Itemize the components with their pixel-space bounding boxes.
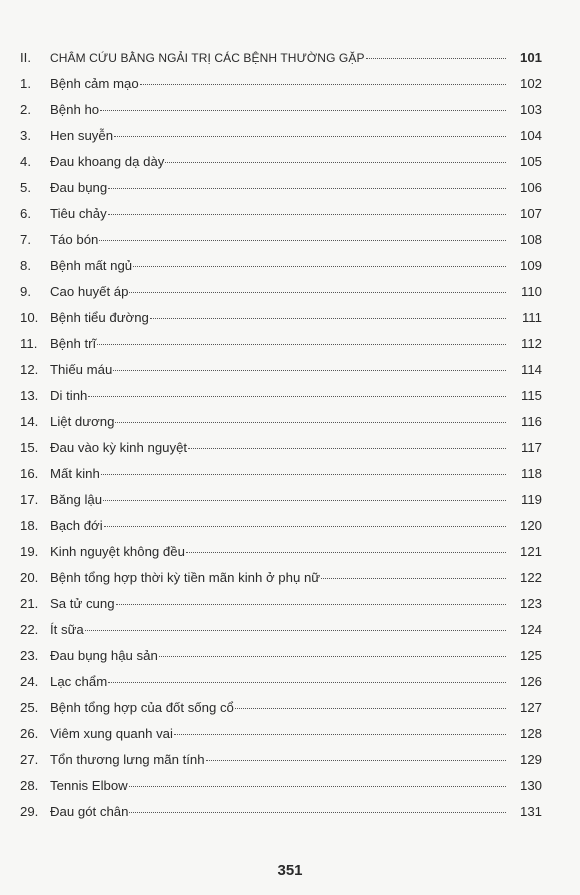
- toc-item: [20, 409, 542, 435]
- toc-item-title: Táo bón: [50, 232, 99, 247]
- toc-item-page: 127: [519, 700, 542, 715]
- dot-leader: [129, 292, 506, 293]
- toc-item: [20, 97, 542, 123]
- dot-leader: [235, 708, 506, 709]
- dot-leader: [366, 58, 506, 59]
- toc-item-title: Bệnh ho: [50, 102, 100, 117]
- dot-leader: [129, 812, 506, 813]
- toc-item-title: Hen suyễn: [50, 128, 114, 143]
- toc-item-title: Tennis Elbow: [50, 778, 128, 793]
- toc-item-number: 13.: [20, 388, 39, 403]
- toc-item-page: 117: [520, 440, 542, 455]
- toc-item-title: Ít sữa: [50, 622, 84, 637]
- toc-item-page: 108: [519, 232, 542, 247]
- toc-item-number: 26.: [20, 726, 39, 741]
- toc-item: [20, 669, 542, 695]
- toc-item-title: Bệnh tổng hợp của đốt sống cổ: [50, 700, 234, 715]
- dot-leader: [108, 214, 506, 215]
- dot-leader: [108, 188, 506, 189]
- toc-item-page: 124: [519, 622, 542, 637]
- toc-item-number: 16.: [20, 466, 39, 481]
- toc-item: [20, 149, 542, 175]
- toc-item-list: [20, 71, 542, 825]
- dot-leader: [114, 136, 506, 137]
- toc-item-title: Mất kinh: [50, 466, 100, 481]
- toc-item-number: 12.: [20, 362, 39, 377]
- toc-item-title: Di tinh: [50, 388, 88, 403]
- toc-item-number: 11.: [20, 336, 38, 351]
- toc-item-page: 122: [519, 570, 542, 585]
- toc-item-number: 19.: [20, 544, 39, 559]
- dot-leader: [115, 422, 506, 423]
- toc-item-title: Bệnh trĩ: [50, 336, 97, 351]
- dot-leader: [103, 500, 506, 501]
- table-of-contents: [20, 45, 542, 825]
- toc-item-title: Đau bụng: [50, 180, 108, 195]
- toc-item-title: Bệnh tiểu đường: [50, 310, 149, 325]
- toc-item-page: 130: [519, 778, 542, 793]
- toc-item-number: 22.: [20, 622, 39, 637]
- toc-item: [20, 253, 542, 279]
- dot-leader: [159, 656, 506, 657]
- toc-item-number: 8.: [20, 258, 31, 273]
- dot-leader: [104, 526, 506, 527]
- toc-item-page: 109: [519, 258, 542, 273]
- toc-item: [20, 201, 542, 227]
- toc-item-page: 120: [519, 518, 542, 533]
- dot-leader: [174, 734, 506, 735]
- toc-item: [20, 721, 542, 747]
- toc-item-page: 131: [519, 804, 542, 819]
- toc-item: [20, 435, 542, 461]
- dot-leader: [108, 682, 506, 683]
- toc-item-number: 25.: [20, 700, 39, 715]
- toc-item-page: 128: [519, 726, 542, 741]
- dot-leader: [85, 630, 506, 631]
- toc-item-number: 9.: [20, 284, 31, 299]
- dot-leader: [133, 266, 506, 267]
- dot-leader: [186, 552, 506, 553]
- toc-item: [20, 799, 542, 825]
- toc-heading-row: [20, 45, 542, 71]
- toc-item-page: 105: [519, 154, 542, 169]
- toc-item-title: Thiếu máu: [50, 362, 113, 377]
- toc-heading-page: 101: [519, 50, 542, 65]
- toc-item-title: Tiêu chảy: [50, 206, 107, 221]
- toc-item-title: Sa tử cung: [50, 596, 115, 611]
- toc-item-number: 17.: [20, 492, 39, 507]
- toc-item-page: 123: [519, 596, 542, 611]
- dot-leader: [99, 240, 506, 241]
- toc-item-number: 28.: [20, 778, 39, 793]
- toc-item-number: 4.: [20, 154, 31, 169]
- toc-item-page: 110: [520, 284, 542, 299]
- toc-item: [20, 695, 542, 721]
- toc-item-page: 115: [520, 388, 542, 403]
- toc-item-page: 107: [519, 206, 542, 221]
- toc-item-number: 15.: [20, 440, 39, 455]
- toc-item: [20, 227, 542, 253]
- dot-leader: [188, 448, 506, 449]
- toc-item: [20, 773, 542, 799]
- dot-leader: [165, 162, 506, 163]
- toc-item: [20, 357, 542, 383]
- dot-leader: [116, 604, 506, 605]
- toc-item: [20, 279, 542, 305]
- toc-heading-title: CHÂM CỨU BẰNG NGẢI TRỊ CÁC BỆNH THƯỜNG GẶP: [50, 51, 365, 65]
- toc-item-page: 119: [520, 492, 542, 507]
- toc-item-number: 21.: [20, 596, 39, 611]
- toc-item-number: 27.: [20, 752, 39, 767]
- toc-item-page: 111: [521, 310, 542, 325]
- toc-item-page: 112: [520, 336, 542, 351]
- toc-item: [20, 461, 542, 487]
- toc-item-page: 125: [519, 648, 542, 663]
- toc-item-title: Băng lậu: [50, 492, 103, 507]
- toc-item-page: 102: [519, 76, 542, 91]
- toc-item-number: 29.: [20, 804, 39, 819]
- toc-item-title: Viêm xung quanh vai: [50, 726, 173, 741]
- dot-leader: [101, 474, 506, 475]
- toc-item-title: Bạch đới: [50, 518, 103, 533]
- toc-item-number: 5.: [20, 180, 31, 195]
- dot-leader: [140, 84, 506, 85]
- toc-item-title: Đau gót chân: [50, 804, 129, 819]
- toc-item-number: 10.: [20, 310, 39, 325]
- toc-item: [20, 175, 542, 201]
- dot-leader: [88, 396, 506, 397]
- toc-item-title: Đau vào kỳ kinh nguyệt: [50, 440, 188, 455]
- toc-item: [20, 617, 542, 643]
- toc-item: [20, 305, 542, 331]
- toc-item: [20, 643, 542, 669]
- toc-item-page: 126: [519, 674, 542, 689]
- toc-item-title: Bệnh mất ngủ: [50, 258, 133, 273]
- toc-item-title: Lạc chẩm: [50, 674, 108, 689]
- toc-item-number: 18.: [20, 518, 39, 533]
- toc-item: [20, 747, 542, 773]
- toc-item-page: 116: [520, 414, 542, 429]
- toc-item-number: 6.: [20, 206, 31, 221]
- dot-leader: [321, 578, 506, 579]
- dot-leader: [97, 344, 506, 345]
- page-number: 351: [277, 862, 303, 879]
- dot-leader: [129, 786, 506, 787]
- toc-item-title: Đau bụng hậu sản: [50, 648, 158, 663]
- toc-item-page: 103: [519, 102, 542, 117]
- toc-item-page: 104: [519, 128, 542, 143]
- toc-item-number: 24.: [20, 674, 39, 689]
- toc-item-title: Cao huyết áp: [50, 284, 129, 299]
- toc-heading-number: II.: [20, 50, 31, 65]
- toc-item-number: 23.: [20, 648, 39, 663]
- toc-item: [20, 123, 542, 149]
- toc-item-page: 114: [520, 362, 542, 377]
- dot-leader: [100, 110, 506, 111]
- dot-leader: [206, 760, 506, 761]
- toc-item-page: 106: [519, 180, 542, 195]
- toc-item: [20, 513, 542, 539]
- toc-item: [20, 565, 542, 591]
- toc-item: [20, 383, 542, 409]
- toc-item-number: 2.: [20, 102, 31, 117]
- toc-item-title: Kinh nguyệt không đều: [50, 544, 185, 559]
- toc-item-title: Bệnh tổng hợp thời kỳ tiền mãn kinh ở phụ nữ: [50, 570, 321, 585]
- toc-item-number: 20.: [20, 570, 39, 585]
- toc-item: [20, 487, 542, 513]
- toc-item-title: Bệnh cảm mạo: [50, 76, 139, 91]
- toc-item-page: 121: [519, 544, 542, 559]
- toc-item-number: 3.: [20, 128, 31, 143]
- toc-item: [20, 71, 542, 97]
- toc-item-number: 7.: [20, 232, 31, 247]
- toc-item-title: Tổn thương lưng mãn tính: [50, 752, 205, 767]
- toc-item: [20, 331, 542, 357]
- dot-leader: [113, 370, 506, 371]
- toc-item-title: Liệt dương: [50, 414, 115, 429]
- toc-item-number: 14.: [20, 414, 39, 429]
- toc-item-page: 129: [519, 752, 542, 767]
- toc-item-title: Đau khoang dạ dày: [50, 154, 165, 169]
- dot-leader: [150, 318, 506, 319]
- toc-item-page: 118: [520, 466, 542, 481]
- toc-item: [20, 591, 542, 617]
- toc-item-number: 1.: [20, 76, 31, 91]
- toc-item: [20, 539, 542, 565]
